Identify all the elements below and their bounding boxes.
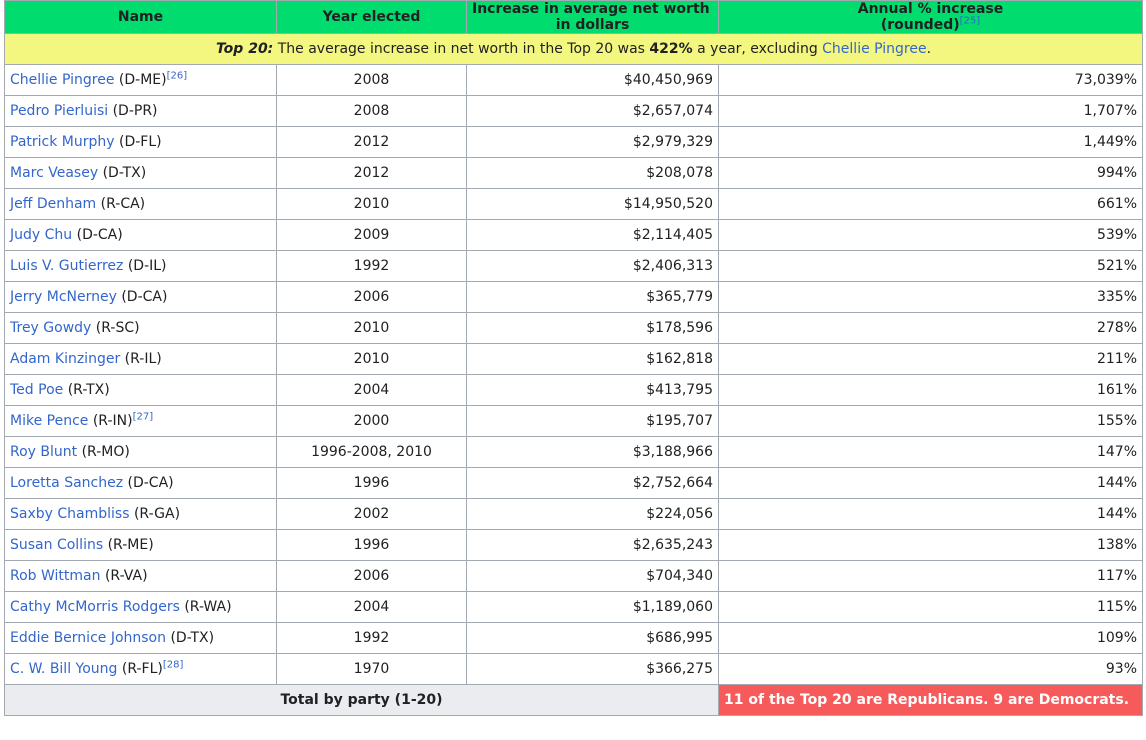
member-link[interactable]: Jeff Denham [10, 196, 97, 212]
year-cell: 2004 [277, 375, 467, 406]
party-label: (D-CA) [72, 227, 123, 243]
member-link[interactable]: Adam Kinzinger [10, 351, 121, 367]
party-label: (R-IL) [120, 351, 162, 367]
member-link[interactable]: Cathy McMorris Rodgers [10, 599, 180, 615]
annual-cell: 115% [719, 592, 1143, 623]
member-link[interactable]: Jerry McNerney [10, 289, 117, 305]
party-label: (R-GA) [129, 506, 181, 522]
year-cell: 1970 [277, 654, 467, 685]
name-cell [5, 406, 277, 437]
table-row [5, 127, 1143, 158]
year-cell: 1996 [277, 530, 467, 561]
annual-cell: 144% [719, 468, 1143, 499]
year-cell: 2004 [277, 592, 467, 623]
table-row [5, 437, 1143, 468]
name-cell [5, 654, 277, 685]
reference-link[interactable]: [25] [959, 15, 981, 27]
party-summary: 11 of the Top 20 are Republicans. 9 are Democrats. [719, 685, 1143, 716]
member-link[interactable]: Susan Collins [10, 537, 104, 553]
reference-link[interactable]: [28] [162, 659, 184, 671]
name-cell [5, 344, 277, 375]
name-cell [5, 375, 277, 406]
name-cell [5, 499, 277, 530]
increase-cell: $162,818 [467, 344, 719, 375]
table-row [5, 406, 1143, 437]
increase-cell: $1,189,060 [467, 592, 719, 623]
annual-cell: 1,449% [719, 127, 1143, 158]
col-header-year[interactable]: Year elected [277, 1, 467, 34]
member-link[interactable]: Luis V. Gutierrez [10, 258, 124, 274]
increase-cell: $2,979,329 [467, 127, 719, 158]
party-label: (D-TX) [166, 630, 215, 646]
note-lead: Top 20: [215, 41, 274, 57]
party-label: (D-CA) [116, 289, 168, 305]
party-label: (D-FL) [114, 134, 162, 150]
name-cell [5, 561, 277, 592]
annual-cell: 144% [719, 499, 1143, 530]
party-label: (R-ME) [103, 537, 154, 553]
party-label: (R-VA) [100, 568, 148, 584]
year-cell: 1996 [277, 468, 467, 499]
member-link[interactable]: C. W. Bill Young [10, 661, 118, 677]
year-cell: 2012 [277, 158, 467, 189]
party-label: (R-MO) [77, 444, 130, 460]
table-row [5, 189, 1143, 220]
table-row [5, 592, 1143, 623]
year-cell: 2012 [277, 127, 467, 158]
increase-cell: $2,752,664 [467, 468, 719, 499]
table-row [5, 313, 1143, 344]
name-cell [5, 251, 277, 282]
name-cell [5, 158, 277, 189]
year-cell: 2002 [277, 499, 467, 530]
name-cell [5, 530, 277, 561]
table-row [5, 561, 1143, 592]
increase-cell: $195,707 [467, 406, 719, 437]
col-header-annual-line1: Annual % increase [857, 1, 1004, 17]
table-row [5, 468, 1143, 499]
year-cell: 2010 [277, 344, 467, 375]
annual-cell: 994% [719, 158, 1143, 189]
member-link[interactable]: Loretta Sanchez [10, 475, 124, 491]
year-cell: 1992 [277, 251, 467, 282]
party-label: (D-CA) [123, 475, 174, 491]
col-header-name[interactable]: Name [5, 1, 277, 34]
party-label: (D-PR) [108, 103, 158, 119]
annual-cell: 211% [719, 344, 1143, 375]
party-label: (R-CA) [96, 196, 146, 212]
top20-note-row [5, 34, 1143, 65]
note-pct: 422% [649, 41, 693, 57]
name-cell [5, 592, 277, 623]
year-cell: 2006 [277, 282, 467, 313]
note-text: . [926, 41, 932, 57]
annual-cell: 278% [719, 313, 1143, 344]
header-row [5, 1, 1143, 34]
member-link[interactable]: Roy Blunt [10, 444, 78, 460]
table-row [5, 530, 1143, 561]
year-cell: 2010 [277, 313, 467, 344]
party-label: (R-WA) [179, 599, 232, 615]
party-label: (R-SC) [91, 320, 140, 336]
member-link[interactable]: Trey Gowdy [10, 320, 92, 336]
top20-note [5, 34, 1143, 65]
member-link[interactable]: Saxby Chambliss [10, 506, 130, 522]
increase-cell: $14,950,520 [467, 189, 719, 220]
table-row [5, 158, 1143, 189]
year-cell: 2006 [277, 561, 467, 592]
annual-cell: 138% [719, 530, 1143, 561]
col-header-increase-line1: Increase in average net worth [472, 1, 710, 17]
table-row [5, 282, 1143, 313]
col-header-increase-line2: in dollars [555, 17, 630, 33]
table-row [5, 623, 1143, 654]
table-row [5, 96, 1143, 127]
annual-cell: 661% [719, 189, 1143, 220]
increase-cell: $224,056 [467, 499, 719, 530]
annual-cell: 147% [719, 437, 1143, 468]
annual-cell: 93% [719, 654, 1143, 685]
increase-cell: $40,450,969 [467, 65, 719, 96]
col-header-annual-line2: (rounded)[25] [880, 15, 981, 33]
member-link[interactable]: Judy Chu [10, 227, 73, 243]
col-header-annual[interactable] [719, 1, 1143, 34]
party-label: (D-TX) [98, 165, 147, 181]
increase-cell: $366,275 [467, 654, 719, 685]
total-label: Total by party (1-20) [5, 685, 719, 716]
table-row [5, 65, 1143, 96]
name-cell [5, 96, 277, 127]
increase-cell: $2,114,405 [467, 220, 719, 251]
increase-cell: $2,406,313 [467, 251, 719, 282]
table-row [5, 375, 1143, 406]
year-cell: 2008 [277, 96, 467, 127]
note-text: The average increase in net worth in the Top 20 was [273, 41, 650, 57]
name-cell [5, 65, 277, 96]
table-row [5, 499, 1143, 530]
annual-cell: 539% [719, 220, 1143, 251]
year-cell: 2009 [277, 220, 467, 251]
total-row [5, 685, 1143, 716]
member-link[interactable]: Mike Pence [10, 413, 89, 429]
year-cell: 2000 [277, 406, 467, 437]
note-link-chellie-pingree[interactable]: Chellie Pingree [822, 41, 927, 57]
table-row [5, 654, 1143, 685]
reference-link[interactable]: [26] [166, 70, 188, 82]
increase-cell: $2,635,243 [467, 530, 719, 561]
name-cell [5, 127, 277, 158]
year-cell: 2008 [277, 65, 467, 96]
party-label: (R-TX) [63, 382, 110, 398]
table-row [5, 251, 1143, 282]
note-text: a year, excluding [692, 41, 823, 57]
table-body [5, 65, 1143, 685]
member-link[interactable]: Eddie Bernice Johnson [10, 630, 166, 646]
reference-link[interactable]: [27] [132, 411, 154, 423]
increase-cell: $178,596 [467, 313, 719, 344]
net-worth-table [4, 0, 1143, 716]
name-cell [5, 282, 277, 313]
increase-cell: $365,779 [467, 282, 719, 313]
party-label: (D-IL) [123, 258, 167, 274]
table-row [5, 220, 1143, 251]
annual-cell: 155% [719, 406, 1143, 437]
annual-cell: 161% [719, 375, 1143, 406]
increase-cell: $2,657,074 [467, 96, 719, 127]
name-cell [5, 313, 277, 344]
annual-cell: 521% [719, 251, 1143, 282]
annual-cell: 117% [719, 561, 1143, 592]
name-cell [5, 437, 277, 468]
annual-cell: 1,707% [719, 96, 1143, 127]
name-cell [5, 623, 277, 654]
member-link[interactable]: Pedro Pierluisi [10, 103, 109, 119]
name-cell [5, 189, 277, 220]
member-link[interactable]: Rob Wittman [10, 568, 101, 584]
party-label: (R-IN) [88, 413, 133, 429]
col-header-increase[interactable] [467, 1, 719, 34]
member-link[interactable]: Patrick Murphy [10, 134, 115, 150]
year-cell: 1992 [277, 623, 467, 654]
member-link[interactable]: Ted Poe [10, 382, 64, 398]
annual-cell: 73,039% [719, 65, 1143, 96]
name-cell [5, 220, 277, 251]
party-label: (R-FL) [117, 661, 163, 677]
name-cell [5, 468, 277, 499]
increase-cell: $3,188,966 [467, 437, 719, 468]
annual-cell: 335% [719, 282, 1143, 313]
increase-cell: $686,995 [467, 623, 719, 654]
year-cell: 2010 [277, 189, 467, 220]
member-link[interactable]: Marc Veasey [10, 165, 99, 181]
party-label: (D-ME) [114, 72, 167, 88]
increase-cell: $413,795 [467, 375, 719, 406]
increase-cell: $208,078 [467, 158, 719, 189]
year-cell: 1996-2008, 2010 [277, 437, 467, 468]
member-link[interactable]: Chellie Pingree [10, 72, 115, 88]
increase-cell: $704,340 [467, 561, 719, 592]
table-row [5, 344, 1143, 375]
annual-cell: 109% [719, 623, 1143, 654]
